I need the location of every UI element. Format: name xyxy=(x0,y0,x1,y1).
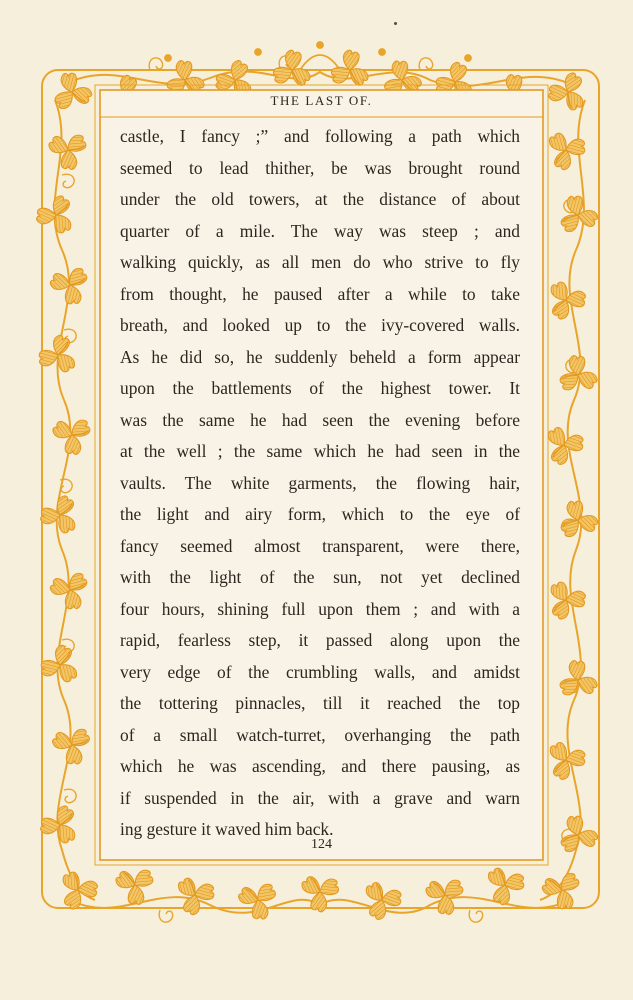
text-line: at the well ; the same which he had seen in the xyxy=(120,441,520,461)
text-line: if suspended in the air, with a grave and warn xyxy=(120,787,520,808)
text-line: four hours, shining full upon them ; and with a xyxy=(120,598,520,619)
text-line: As he did so, he suddenly beheld a form appear xyxy=(120,346,520,367)
body-text xyxy=(120,121,520,846)
text-line: the light and airy form, which to the eye of xyxy=(120,504,520,524)
text-line: ing gesture it waved him back. xyxy=(120,819,334,839)
text-line: very edge of the crumbling walls, and amidst xyxy=(120,661,520,682)
text-line: castle, I fancy ;” and following a path which xyxy=(120,126,520,146)
text-line: seemed to lead thither, be was brought round xyxy=(120,157,520,178)
text-line: upon the battlements of the highest tower. It xyxy=(120,378,520,398)
text-line: was the same he had seen the evening before xyxy=(120,409,520,430)
text-line: the tottering pinnacles, till it reached the top xyxy=(120,693,520,713)
text-line: rapid, fearless step, it passed along upon the xyxy=(120,630,520,650)
text-line: which he was ascending, and there pausing, as xyxy=(120,756,520,776)
text-line: under the old towers, at the distance of about xyxy=(120,189,520,209)
text-line: of a small watch-turret, overhanging the path xyxy=(120,724,520,745)
text-line: walking quickly, as all men do who strive to fly xyxy=(120,252,520,272)
running-head: THE LAST OF. xyxy=(270,93,373,108)
text-line: vaults. The white garments, the flowing hair, xyxy=(120,472,520,493)
text-line: quarter of a mile. The way was steep ; and xyxy=(120,220,520,241)
print-mark xyxy=(394,22,397,25)
page-number: 124 xyxy=(311,837,332,852)
text-line: breath, and looked up to the ivy-covered walls. xyxy=(120,315,520,335)
text-line: fancy seemed almost transparent, were there, xyxy=(120,535,520,556)
text-line: from thought, he paused after a while to take xyxy=(120,283,520,304)
text-line: with the light of the sun, not yet declined xyxy=(120,567,520,587)
